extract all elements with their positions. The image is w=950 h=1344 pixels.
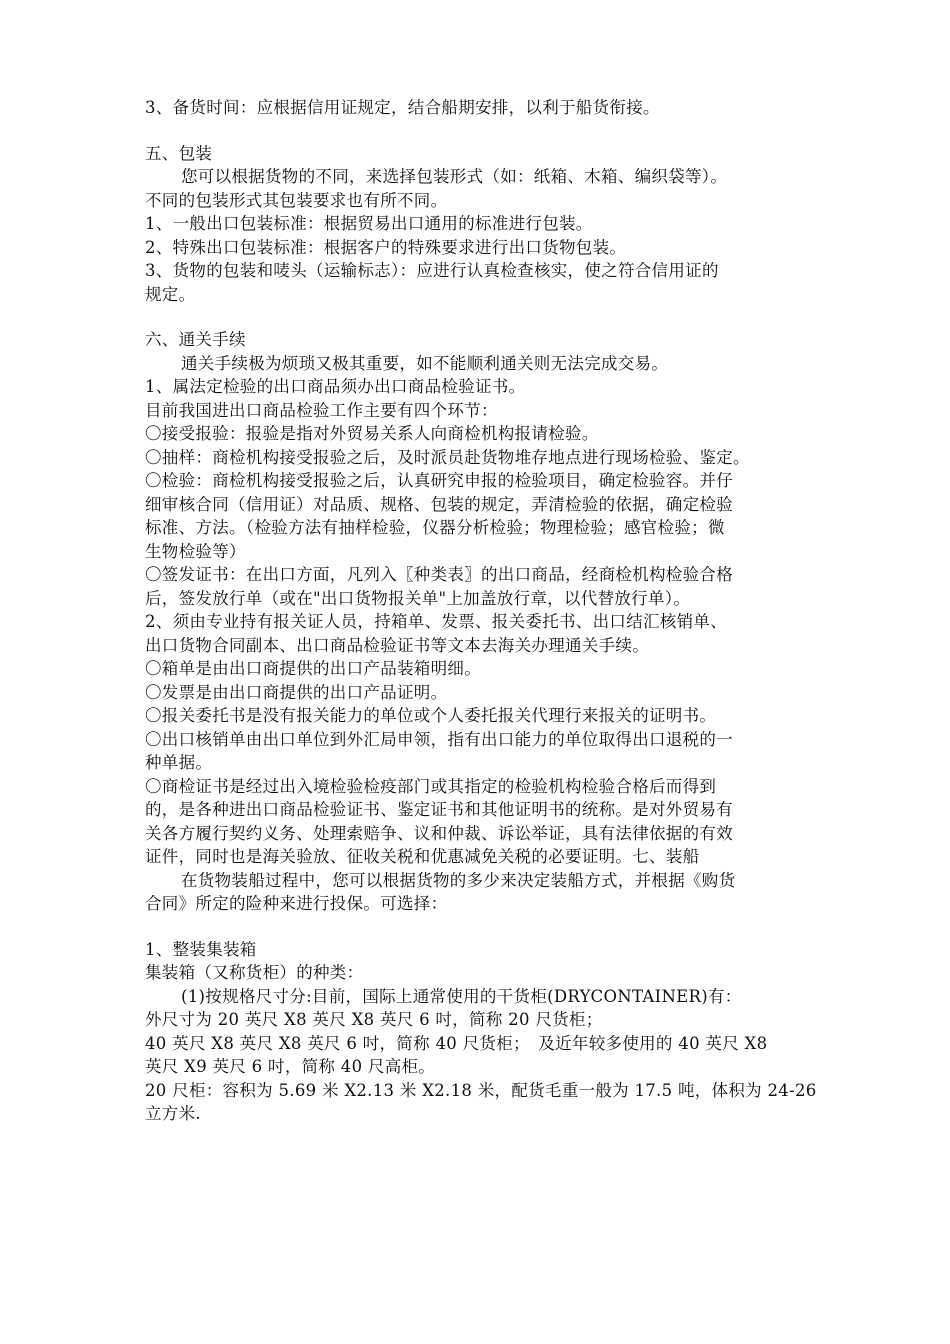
text-line: 〇箱单是由出口商提供的出口产品装箱明细。: [145, 659, 481, 678]
text-line: 立方米.: [145, 1104, 201, 1123]
section-heading-packaging: 五、包装: [145, 143, 213, 163]
text-line: 种单据。: [145, 753, 213, 772]
text-line: 3、货物的包装和唛头（运输标志）：应进行认真检查核实，使之符合信用证的: [145, 261, 719, 280]
text-line: 目前我国进出口商品检验工作主要有四个环节：: [145, 400, 498, 420]
text-line: 关各方履行契约义务、处理索赔争、议和仲裁、诉讼举证，具有法律依据的有效: [145, 823, 733, 843]
text-line: 〇抽样：商检机构接受报验之后，及时派员赴货物堆存地点进行现场检验、鉴定。: [145, 447, 750, 467]
text-line: 证件，同时也是海关验放、征收关税和优惠减免关税的必要证明。七、装船: [145, 847, 700, 866]
text-line: 细审核合同（信用证）对品质、规格、包装的规定，弄清检验的依据，确定检验: [145, 494, 733, 514]
text-line: 1、一般出口包装标准：根据贸易出口通用的标准进行包装。: [145, 214, 593, 233]
text-line: (1)按规格尺寸分:目前，国际上通常使用的干货柜(DRYCONTAINER)有：: [181, 986, 742, 1006]
text-line: 标准、方法。（检验方法有抽样检验，仪器分析检验；物理检验；感官检验；微: [145, 518, 725, 537]
text-line: 在货物装船过程中，您可以根据货物的多少来决定装船方式，并根据《购货: [181, 870, 736, 890]
document-body: [145, 96, 817, 1126]
text-line: 〇出口核销单由出口单位到外汇局申领，指有出口能力的单位取得出口退税的一: [145, 729, 733, 749]
text-line: 〇签发证书：在出口方面，凡列入〖种类表〗的出口商品，经商检机构检验合格: [145, 565, 733, 584]
text-line: 2、须由专业持有报关证人员，持箱单、发票、报关委托书、出口结汇核销单、: [145, 612, 727, 631]
paragraph-gap: [145, 306, 813, 328]
text-line: 〇接受报验：报验是指对外贸易关系人向商检机构报请检验。: [145, 424, 599, 443]
paragraph-gap: [145, 120, 813, 142]
text-line-beihuo-time: 3、备货时间：应根据信用证规定，结合船期安排，以利于船货衔接。: [145, 98, 660, 117]
text-line: 后，签发放行单（或在"出口货物报关单"上加盖放行章，以代替放行单）。: [145, 588, 691, 608]
text-line: 〇发票是由出口商提供的出口产品证明。: [145, 682, 448, 702]
text-line: 不同的包装形式其包装要求也有所不同。: [145, 190, 448, 210]
text-line: 〇报关委托书是没有报关能力的单位或个人委托报关代理行来报关的证明书。: [145, 706, 717, 725]
paragraph-gap: [145, 916, 813, 938]
text-line: 外尺寸为 20 英尺 X8 英尺 X8 英尺 6 吋，简称 20 尺货柜；: [145, 1010, 603, 1029]
text-line: 英尺 X9 英尺 6 吋，简称 40 尺高柜。: [145, 1057, 436, 1076]
text-line: 规定。: [145, 284, 196, 304]
text-line: 出口货物合同副本、出口商品检验证书等文本去海关办理通关手续。: [145, 635, 649, 655]
text-line: 〇检验：商检机构接受报验之后，认真研究申报的检验项目，确定检验容。并仔: [145, 471, 733, 490]
text-line: 〇商检证书是经过出入境检验检疫部门或其指定的检验机构检验合格后而得到: [145, 776, 717, 796]
text-line: 20 尺柜：容积为 5.69 米 X2.13 米 X2.18 米，配货毛重一般为 17.5 吨，体积为 24-26: [145, 1080, 817, 1100]
subheading-container: 1、整装集装箱: [145, 939, 257, 959]
text-line: 生物检验等）: [145, 541, 246, 561]
text-line: 您可以根据货物的不同，来选择包装形式（如：纸箱、木箱、编织袋等）。: [181, 167, 728, 186]
text-line: 合同》所定的险种来进行投保。可选择：: [145, 894, 448, 913]
section-heading-customs: 六、通关手续: [145, 330, 246, 349]
text-line: 1、属法定检验的出口商品须办出口商品检验证书。: [145, 377, 526, 396]
text-line: 2、特殊出口包装标准：根据客户的特殊要求进行出口货物包装。: [145, 237, 627, 257]
text-line: 的，是各种进出口商品检验证书、鉴定证书和其他证明书的统称。是对外贸易有: [145, 800, 733, 819]
text-line: 40 英尺 X8 英尺 X8 英尺 6 吋，简称 40 尺货柜； 及近年较多使用的 40 英尺 X8: [145, 1033, 768, 1053]
text-line: 集装箱（又称货柜）的种类：: [145, 963, 364, 982]
text-line: 通关手续极为烦琐又极其重要，如不能顺利通关则无法完成交易。: [181, 353, 669, 373]
